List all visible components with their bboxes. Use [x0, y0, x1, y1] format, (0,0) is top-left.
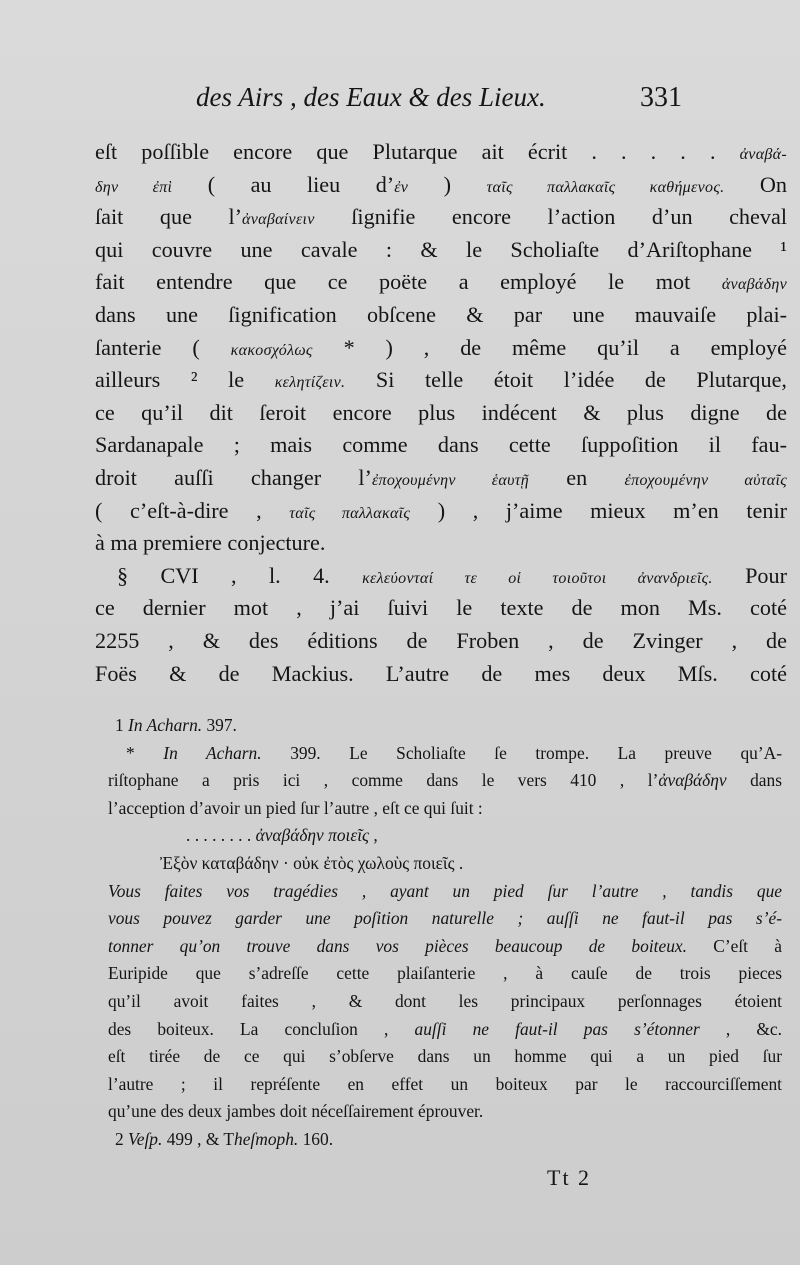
text-segment: Sardanapale ; mais comme dans cette ſuppoſition il fau-: [95, 432, 787, 458]
footnote-line: [108, 960, 782, 988]
italic-segment: In Acharn.: [128, 715, 203, 735]
text-segment: *: [126, 742, 164, 763]
text-segment: ( c’eſt-à-dire ,: [95, 497, 290, 523]
footnote-line: [108, 1098, 782, 1126]
italic-segment: Vous faites vos tragédies , ayant un pied ſur l’autre , tandis que: [108, 880, 782, 901]
text-segment: eſt tirée de ce qui s’obſerve dans un homme qui a un pied ſur: [108, 1046, 782, 1067]
text-segment: à ma premiere conjecture.: [95, 530, 326, 556]
text-segment: des boiteux. La concluſion ,: [108, 1018, 415, 1039]
text-segment: ſanterie (: [95, 334, 231, 360]
text-line: [95, 364, 787, 397]
text-line: [95, 625, 787, 658]
text-segment: 160.: [298, 1128, 334, 1149]
greek-phrase: ἐν: [394, 178, 409, 196]
text-line: [95, 169, 787, 202]
italic-segment: tonner qu’on trouve dans vos pièces beaucoup de boiteux.: [108, 935, 687, 956]
text-line: [95, 527, 787, 560]
footnote-line: [108, 878, 782, 906]
greek-phrase: ταῖς παλλακαῖς: [289, 504, 411, 522]
italic-segment: In Acharn.: [163, 742, 262, 763]
text-segment: dans une ſignification obſcene & par une mauvaiſe plai-: [95, 301, 787, 327]
text-segment: ) , j’aime mieux m’en tenir: [410, 497, 788, 523]
italic-segment: Veſp.: [128, 1128, 163, 1149]
footnote-line: [108, 933, 782, 961]
text-segment: § CVI , l. 4.: [117, 562, 363, 588]
greek-phrase: ἐποχουμένην αὐταῖς: [624, 471, 787, 489]
text-segment: ailleurs ² le: [95, 367, 275, 393]
text-segment: Foës & de Mackius. L’autre de mes deux Mſs. coté: [95, 660, 787, 686]
footnote-line: [108, 988, 782, 1016]
greek-phrase: ἀναβάδην: [721, 276, 787, 294]
italic-segment: vous pouvez garder une poſition naturelle ; auſſi ne faut-il pas s’é-: [108, 908, 782, 929]
text-line: [95, 560, 787, 593]
text-segment: 2255 , & des éditions de Froben , de Zvinger , de: [95, 627, 787, 653]
text-line: [95, 658, 787, 691]
page-number: 331: [640, 82, 682, 113]
text-segment: qu’il avoit faites , & dont les principaux perſonnages étoient: [108, 990, 782, 1011]
text-segment: ſait que l’: [95, 204, 243, 230]
text-segment: , &c.: [699, 1018, 782, 1039]
text-line: [95, 592, 787, 625]
text-segment: l’autre ; il repréſente en effet un boiteux par le raccourciſſement: [108, 1073, 782, 1094]
footnote-line: [108, 795, 782, 823]
text-segment: Si telle étoit l’idée de Plutarque,: [345, 367, 787, 393]
text-segment: Euripide que s’adreſſe cette plaiſanterie , à cauſe de trois pieces: [108, 963, 782, 984]
greek-phrase: ἐποχουμένην ἑαυτῇ: [371, 471, 530, 489]
italic-segment: auſſi ne faut-il pas s’étonner: [414, 1018, 700, 1039]
text-line: [95, 201, 787, 234]
text-segment: 499 , & T: [162, 1128, 235, 1149]
running-header: [196, 82, 796, 113]
text-segment: dans: [726, 770, 782, 791]
text-segment: * ) , de même qu’il a employé: [312, 334, 787, 360]
text-segment: riſtophane a pris ici , comme dans le vers 410 , l’: [108, 770, 659, 791]
text-segment: 2: [115, 1128, 129, 1149]
text-segment: qui couvre une cavale : & le Scholiaſte d’Ariſtophane ¹: [95, 236, 787, 262]
text-segment: C’eſt à: [686, 935, 782, 956]
text-segment: ( au lieu d’: [172, 171, 395, 197]
italic-segment: ἀναβάδην ποιεῖς ,: [255, 825, 378, 846]
footnote-line: [108, 740, 782, 768]
greek-phrase: ἀναβαίνειν: [242, 211, 315, 229]
text-segment: ce dernier mot , j’ai ſuivi le texte de mon Ms. coté: [95, 595, 787, 621]
text-line: [95, 332, 787, 365]
text-line: [95, 429, 787, 462]
footnote-line: [108, 1016, 782, 1044]
text-line: [95, 136, 787, 169]
text-line: [95, 495, 787, 528]
italic-segment: heſmoph.: [234, 1128, 299, 1149]
text-segment: ſignifie encore l’action d’un cheval: [314, 204, 787, 230]
footnote-line: [108, 1126, 782, 1154]
footnote-line: [108, 905, 782, 933]
text-line: [95, 234, 787, 267]
footnotes: [108, 712, 782, 1154]
text-segment: On: [724, 171, 787, 197]
greek-phrase: ἀναβά-: [739, 146, 787, 163]
text-segment: droit auſſi changer l’: [95, 464, 372, 490]
footnote-line: [108, 1071, 782, 1099]
text-segment: qu’une des deux jambes doit néceſſairement éprouver.: [108, 1101, 484, 1122]
text-segment: l’acception d’avoir un pied ſur l’autre , eſt ce qui ſuit :: [108, 797, 483, 818]
text-line: [95, 397, 787, 430]
text-line: [95, 266, 787, 299]
italic-segment: ἀναβάδην: [658, 770, 727, 791]
text-line: [95, 299, 787, 332]
running-title: des Airs , des Eaux & des Lieux.: [196, 82, 546, 112]
text-segment: fait entendre que ce poëte a employé le mot: [95, 269, 722, 295]
main-text: [95, 136, 787, 690]
text-segment: Pour: [712, 562, 787, 588]
footnote-line: [108, 712, 782, 740]
footnote-line: [108, 850, 782, 878]
text-segment: en: [529, 464, 625, 490]
text-segment: ce qu’il dit ſeroit encore plus indécent & plus digne de: [95, 399, 787, 425]
text-segment: Ἐξὸν καταβάδην · οὐκ ἐτὸς χωλοὺς ποιεῖς .: [160, 852, 464, 873]
text-segment: 1: [115, 715, 129, 735]
signature-mark: Tt 2: [547, 1165, 592, 1190]
text-line: [95, 462, 787, 495]
text-segment: ): [408, 171, 487, 197]
greek-phrase: κελεύονταί τε οἱ τοιοῦτοι ἀνανδριεῖς.: [362, 569, 713, 587]
text-segment: . . . . . . . .: [186, 825, 256, 846]
greek-phrase: ταῖς παλλακαῖς καθήμενος.: [486, 178, 725, 196]
text-segment: 399. Le Scholiaſte ſe trompe. La preuve qu’A-: [261, 742, 782, 763]
text-segment: 397.: [202, 715, 237, 735]
greek-phrase: κακοσχόλως: [230, 341, 313, 359]
greek-phrase: δην ἐπὶ: [95, 178, 173, 196]
text-segment: eſt poſſible encore que Plutarque ait écrit . . . . .: [95, 139, 740, 164]
footnote-line: [108, 1043, 782, 1071]
footnote-line: [108, 767, 782, 795]
footnote-line: [108, 822, 782, 850]
greek-phrase: κελητίζειν.: [274, 374, 346, 392]
